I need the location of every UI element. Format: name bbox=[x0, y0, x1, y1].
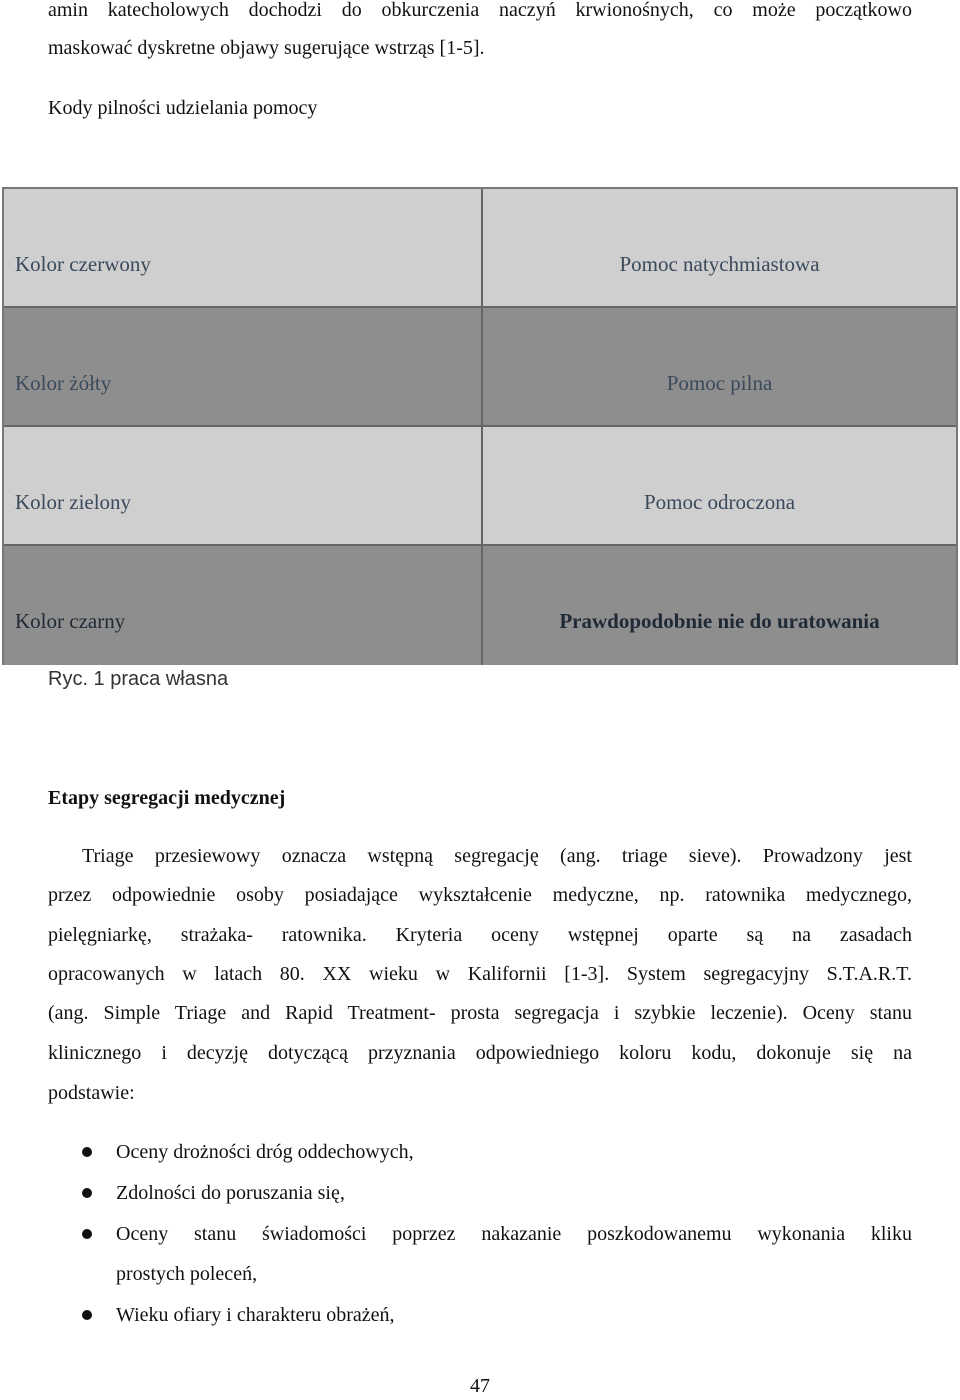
triage-code-table bbox=[2, 187, 958, 665]
color-cell bbox=[4, 308, 483, 425]
meaning-cell bbox=[483, 546, 956, 665]
table-title: Kody pilności udzielania pomocy bbox=[48, 97, 318, 119]
intro-line-2: maskować dyskretne objawy sugerujące wstrząs [1-5]. bbox=[48, 37, 485, 59]
meaning-cell bbox=[483, 427, 956, 544]
body-line-1: Triage przesiewowy oznacza wstępną segregację (ang. triage sieve). Prowadzony jest bbox=[82, 845, 912, 867]
table-row-yellow bbox=[4, 308, 956, 427]
body-line-6: klinicznego i decyzję dotyczącą przyznania odpowiedniego koloru kodu, dokonuje się na bbox=[48, 1042, 912, 1064]
meaning-label: Pomoc odroczona bbox=[643, 490, 796, 514]
body-line-3: pielęgniarkę, strażaka- ratownika. Kryteria oceny wstępnej oparte są na zasadach bbox=[48, 924, 912, 946]
intro-line-1: amin katecholowych dochodzi do obkurczenia naczyń krwionośnych, co może początkowo bbox=[48, 0, 912, 21]
bullet-icon bbox=[82, 1147, 92, 1157]
color-label: Kolor czarny bbox=[15, 609, 126, 633]
table-row-black bbox=[4, 546, 956, 665]
color-label: Kolor zielony bbox=[15, 490, 132, 514]
meaning-label: Pomoc natychmiastowa bbox=[619, 252, 820, 276]
bullet-icon bbox=[82, 1229, 92, 1239]
color-label: Kolor czerwony bbox=[15, 252, 151, 276]
bullet-item: Zdolności do poruszania się, bbox=[116, 1182, 345, 1204]
bullet-item: Oceny drożności dróg oddechowych, bbox=[116, 1141, 414, 1163]
meaning-cell bbox=[483, 189, 956, 306]
figure-caption: Ryc. 1 praca własna bbox=[48, 668, 229, 690]
bullet-icon bbox=[82, 1310, 92, 1320]
table-row-red bbox=[4, 189, 956, 308]
body-line-5: (ang. Simple Triage and Rapid Treatment- prosta segregacja i szybkie leczenie). Oceny stanu bbox=[48, 1002, 912, 1024]
meaning-cell bbox=[483, 308, 956, 425]
bullet-item-continuation: prostych poleceń, bbox=[116, 1263, 258, 1285]
color-cell bbox=[4, 546, 483, 665]
body-line-4: opracowanych w latach 80. XX wieku w Kalifornii [1-3]. System segregacyjny S.T.A.R.T. bbox=[48, 963, 912, 985]
body-line-7: podstawie: bbox=[48, 1082, 135, 1104]
page-number: 47 bbox=[470, 1375, 490, 1397]
body-line-2: przez odpowiednie osoby posiadające wykształcenie medyczne, np. ratownika medycznego, bbox=[48, 884, 912, 906]
color-cell bbox=[4, 189, 483, 306]
color-label: Kolor żółty bbox=[15, 371, 112, 395]
bullet-icon bbox=[82, 1188, 92, 1198]
bullet-item: Wieku ofiary i charakteru obrażeń, bbox=[116, 1304, 395, 1326]
meaning-label: Pomoc pilna bbox=[666, 371, 773, 395]
section-heading: Etapy segregacji medycznej bbox=[48, 787, 286, 809]
color-cell bbox=[4, 427, 483, 544]
meaning-label: Prawdopodobnie nie do uratowania bbox=[559, 609, 880, 633]
bullet-item: Oceny stanu świadomości poprzez nakazanie poszkodowanemu wykonania kliku bbox=[116, 1223, 912, 1245]
table-row-green bbox=[4, 427, 956, 546]
